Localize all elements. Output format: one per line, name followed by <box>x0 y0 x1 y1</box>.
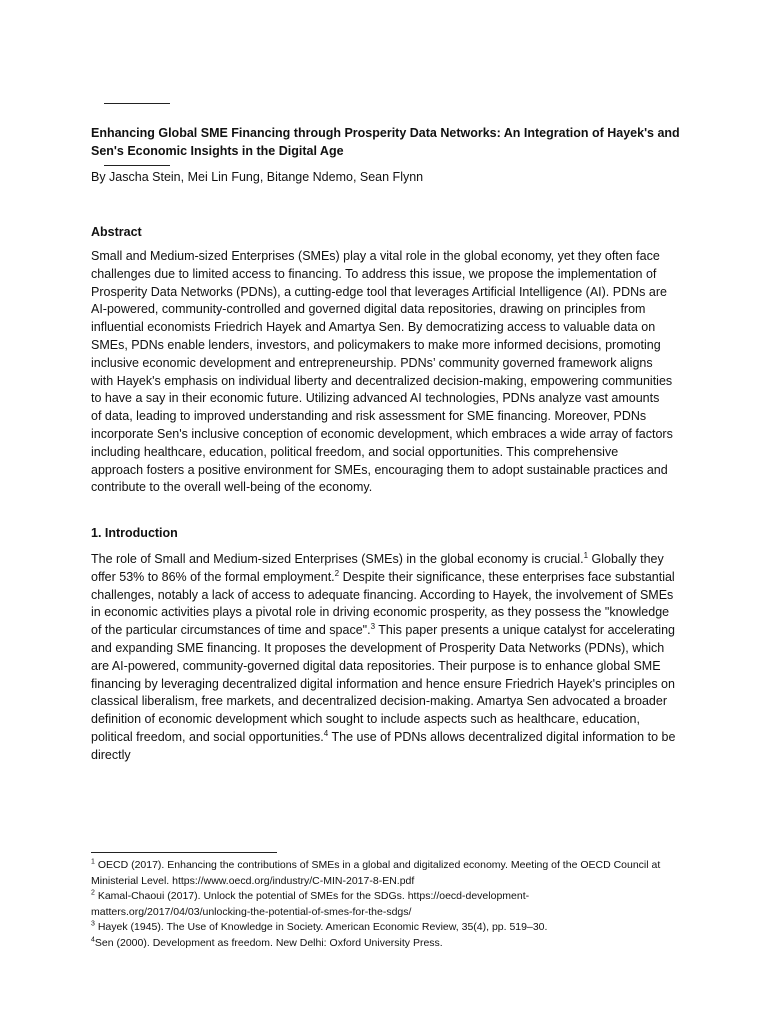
abstract-heading: Abstract <box>91 225 142 239</box>
introduction-body <box>91 551 681 765</box>
intro-text-5: The use of PDNs allows decentralized digital information to be directly <box>91 729 676 762</box>
footnote-text: Hayek (1945). The Use of Knowledge in Society. American Economic Review, 35(4), pp. 519–30. <box>94 921 548 934</box>
footnote-item <box>91 858 681 889</box>
intro-text-2: Globally they offer 53% to 86% of the formal employment. <box>91 552 664 584</box>
footnote-item <box>91 889 681 920</box>
footnote-mark: 3 <box>91 920 95 928</box>
footnote-ref-2[interactable]: 2 <box>334 568 340 578</box>
footnote-ref-1[interactable]: 1 <box>583 550 589 560</box>
header-rule-top <box>104 103 170 104</box>
footnote-item <box>91 920 681 936</box>
footnote-mark: 2 <box>91 889 95 897</box>
author-line: By Jascha Stein, Mei Lin Fung, Bitange Ndemo, Sean Flynn <box>91 170 424 184</box>
abstract-body: Small and Medium-sized Enterprises (SMEs) play a vital role in the global economy, yet they often face challenges due to limited access to financing. To address this issue, we propose the implementation of Prosperity Data Networks (PDNs), a cutting-edge tool that leverages Artificial Intelligence (AI). PDNs are AI-powered, community-controlled and governed digital data repositories, drawing on principles from influential economists Friedrich Hayek and Amartya Sen. By democratizing access to valuable data on SMEs, PDNs enable lenders, investors, and policymakers to make more informed decisions, promoting inclusive economic development and entrepreneurship. PDNs’ community governed framework aligns with Hayek's emphasis on individual liberty and decentralized decision-making, empowering communities to have a say in their economic future. Utilizing advanced AI technologies, PDNs analyze vast amounts of data, leading to improved understanding and risk assessment for SME financing. Moreover, PDNs incorporate Sen's inclusive conception of economic development, which embraces a wide array of factors including healthcare, education, political freedom, and social opportunities. This comprehensive approach fosters a positive environment for SMEs, encouraging them to adopt sustainable practices and contribute to the overall well-being of the economy. <box>91 249 673 495</box>
footnote-text: Kamal-Chaoui (2017). Unlock the potential of SMEs for the SDGs. https://oecd-development-matters.org/2017/04/03/unlocking-the-potential-of-smes-for-the-sdgs/ <box>91 890 530 918</box>
intro-text-1: The role of Small and Medium-sized Enterprises (SMEs) in the global economy is crucial. <box>91 552 584 566</box>
footnote-item <box>91 936 681 952</box>
footnote-text: OECD (2017). Enhancing the contributions of SMEs in a global and digitalized economy. Meeting of the OECD Council at Ministerial Level. https://www.oecd.org/industry/C-MIN-2017-8-EN.pdf <box>91 859 661 887</box>
footnote-list <box>91 858 681 952</box>
intro-text-3: Despite their significance, these enterprises face substantial challenges, notably a lack of access to adequate financing. According to Hayek, the involvement of SMEs in economic activities plays a pivotal role in driving economic prosperity, as they possess the "knowledge of the particular circumstances of time and space". <box>91 569 675 638</box>
footnote-ref-4[interactable]: 4 <box>323 728 329 738</box>
footnote-text: Sen (2000). Development as freedom. New Delhi: Oxford University Press. <box>94 936 443 949</box>
footnote-mark: 4 <box>91 936 95 944</box>
introduction-heading: 1. Introduction <box>91 526 178 540</box>
paper-title: Enhancing Global SME Financing through Prosperity Data Networks: An Integration of Hayek's and Sen's Economic Insights in the Digital Age <box>91 126 680 158</box>
footnote-mark: 1 <box>91 858 95 866</box>
intro-text-4: This paper presents a unique catalyst for accelerating and expanding SME financing. It proposes the development of Prosperity Data Networks (PDNs), which are AI-powered, community-governed digital data repositories. Their purpose is to enhance global SME financing by leveraging decentralized digital information and hence ensure Friedrich Hayek's principles on classical liberalism, free markets, and decentralized decision-making. Amartya Sen advocated a broader definition of economic development which sought to include aspects such as healthcare, education, political freedom, and social opportunities. <box>91 623 675 744</box>
footnote-separator <box>91 852 277 853</box>
footnote-ref-3[interactable]: 3 <box>370 622 376 632</box>
header-rule-bottom <box>104 165 170 166</box>
